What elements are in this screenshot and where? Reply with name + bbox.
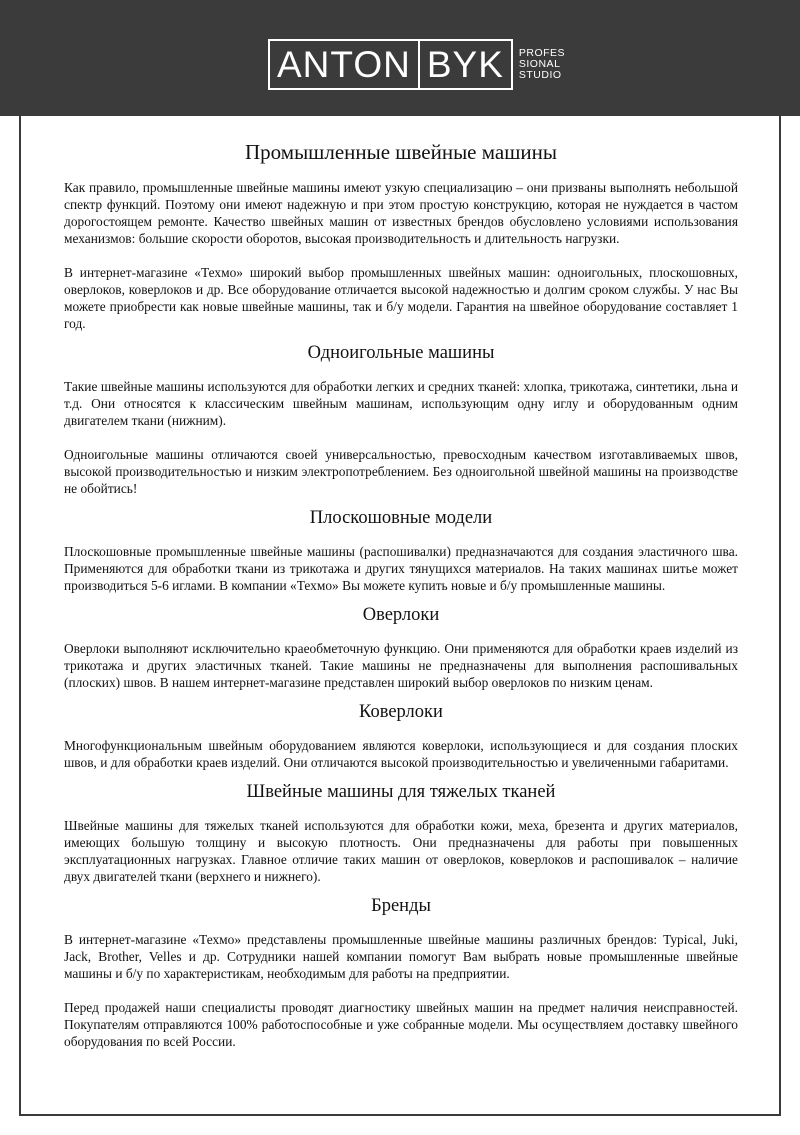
logo-subtitle-line-3: STUDIO [518, 69, 562, 81]
section-paragraph: Швейные машины для тяжелых тканей используются для обработки кожи, меха, брезента и других материалов, имеющих большую толщину и высокую плотность. Они предназначены для работы при повышенных эксплуатационных нагрузках. Главное отличие таких машин от оверлоков, коверлоков и распошивалок – наличие двух двигателей ткани (верхнего и нижнего). [64, 818, 738, 884]
section-heading: Оверлоки [362, 605, 440, 625]
logo-subtitle [513, 39, 565, 90]
logo-subtitle-line-1: PROFES [518, 47, 566, 59]
article-content [64, 138, 738, 1058]
section-paragraph: Оверлоки выполняют исключительно краеобметочную функцию. Они применяются для обработки краев изделий из трикотажа и других эластичных тканей. Такие машины не предназначены для выполнения распошивальных (плоских) швов. В нашем интернет-магазине представлен широкий выбор оверлоков по низким ценам. [64, 641, 738, 690]
section-flatlock [64, 505, 738, 594]
section-heading: Плоскошовные модели [309, 508, 493, 528]
intro-paragraph-2: В интернет-магазине «Техмо» широкий выбор промышленных швейных машин: одноигольных, плоскошовных, оверлоков, коверлоков и др. Все оборудование отличается высокой надежностью и долгим сроком службы. У нас Вы можете приобрести как новые швейные машины, так и б/у модели. Гарантия на швейное оборудование составляет 1 год. [64, 265, 738, 331]
section-heading: Швейные машины для тяжелых тканей [246, 782, 556, 802]
page-title: Промышленные швейные машины [245, 140, 557, 164]
intro-paragraph-1: Как правило, промышленные швейные машины имеют узкую специализацию – они призваны выполнять небольшой спектр функций. Поэтому они имеют надежную и при этом простую конструкцию, которая не нуждается в частом дорогостоящем ремонте. Качество швейных машин от известных брендов обусловлено условиями использования механизмов: большие скорости оборотов, высокая производительность и длительность нагрузки. [64, 180, 738, 246]
logo-word-anton: ANTON [277, 44, 411, 85]
header-bar [0, 0, 800, 116]
section-heading: Одноигольные машины [307, 343, 495, 363]
section-paragraph: Одноигольные машины отличаются своей универсальностью, превосходным качеством изготавливаемых швов, высокой производительностью и низким электропотреблением. Без одноигольной швейной машины на производстве не обойтись! [64, 447, 738, 496]
section-paragraph: Такие швейные машины используются для обработки легких и средних тканей: хлопка, трикотажа, синтетики, льна и т.д. Они относятся к классическим швейным машинам, использующим одну иглу и оборудованным одним двигателем ткани (нижним). [64, 379, 738, 428]
intro-section [64, 179, 738, 332]
section-heading: Бренды [371, 896, 431, 916]
logo-word-byk: BYK [426, 44, 504, 85]
section-single-needle [64, 340, 738, 497]
section-heading: Коверлоки [359, 702, 443, 722]
logo-box [268, 39, 513, 90]
section-paragraph: Перед продажей наши специалисты проводят диагностику швейных машин на предмет наличия неисправностей. Покупателям отправляются 100% работоспособные и уже собранные модели. Мы осуществляем доставку швейного оборудования по всей России. [64, 1000, 738, 1049]
section-overlock [64, 602, 738, 691]
section-paragraph: Многофункциональным швейным оборудованием являются коверлоки, использующиеся и для создания плоских швов, и для обработки краев изделий. Они отличаются высокой производительностью и увеличенными габаритами. [64, 738, 738, 770]
logo-subtitle-line-2: SIONAL [518, 58, 561, 70]
brand-logo[interactable] [268, 39, 565, 90]
section-coverlock [64, 699, 738, 771]
section-brands [64, 893, 738, 1050]
section-paragraph: Плоскошовные промышленные швейные машины (распошивалки) предназначаются для создания эластичного шва. Применяются для обработки ткани из трикотажа и других тянущихся материалов. На таких машинах шитье может производиться 5-6 иглами. В компании «Техмо» Вы можете купить новые и б/у промышленные машины. [64, 544, 738, 593]
section-paragraph: В интернет-магазине «Техмо» представлены промышленные швейные машины различных брендов: Typical, Juki, Jack, Brother, Velles и др. Сотрудники нашей компании помогут Вам выбрать новые промышленные швейные машины и б/у по характеристикам, необходимым для работы на предприятии. [64, 932, 738, 981]
section-heavy-fabric [64, 779, 738, 885]
